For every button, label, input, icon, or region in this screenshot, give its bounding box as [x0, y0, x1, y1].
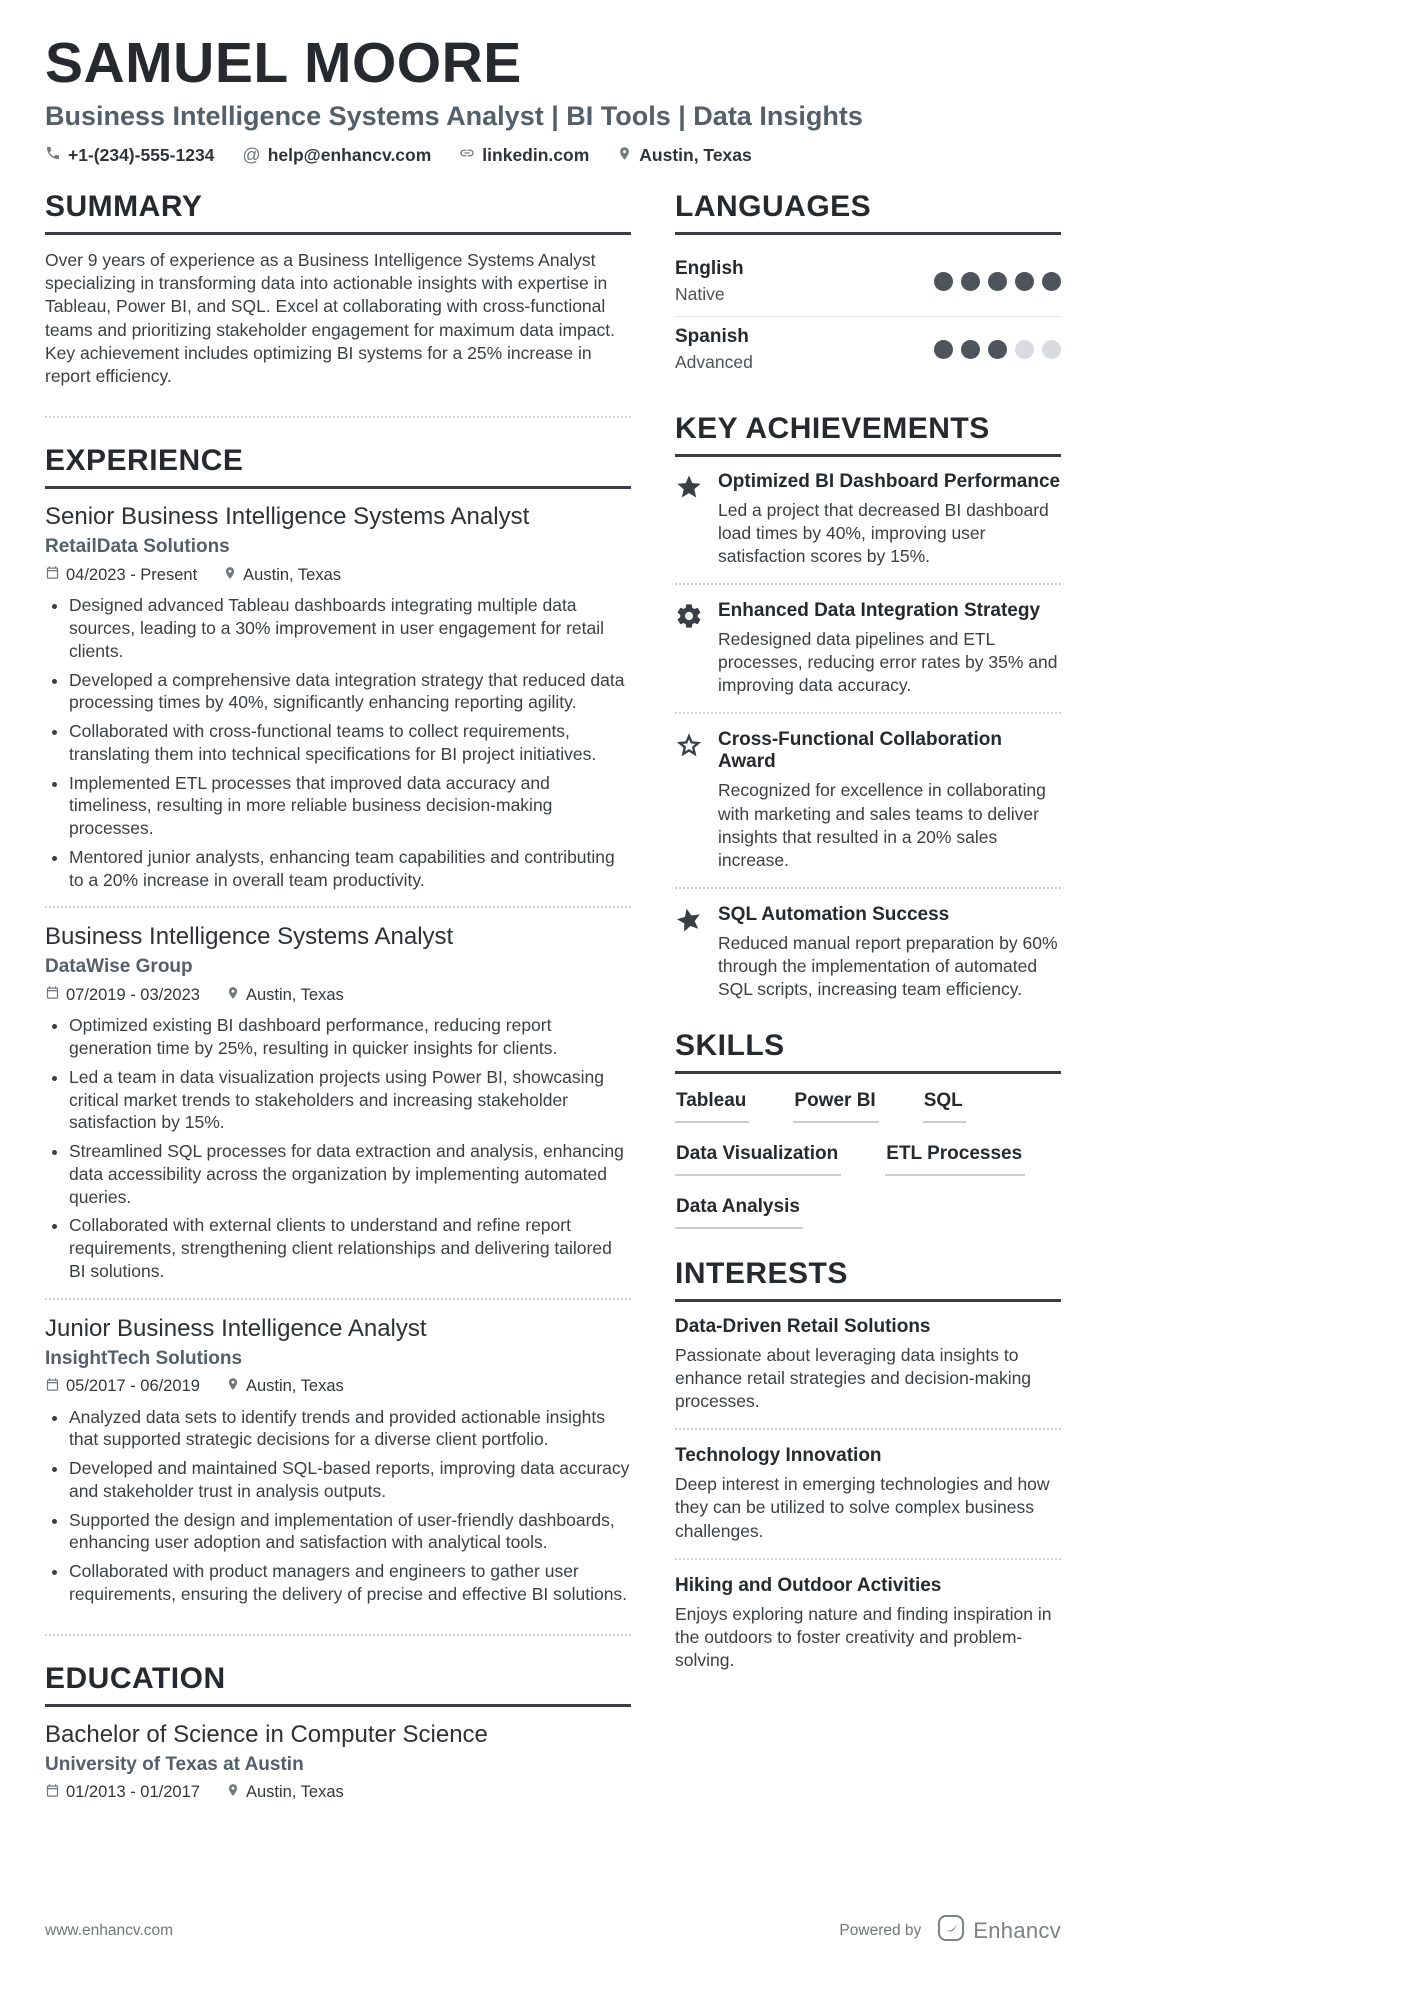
achievement-item — [675, 471, 1061, 568]
calendar-icon — [45, 1783, 60, 1803]
experience-bullet: • Supported the design and implementation of user-friendly dashboards, enhancing user adoption and satisfaction with analytical tools. — [69, 1509, 631, 1555]
language-level: Advanced — [675, 351, 753, 372]
job-dates — [45, 985, 200, 1005]
skill-item: ETL Processes — [885, 1143, 1025, 1176]
experience-bullet: • Developed a comprehensive data integration strategy that reduced data processing times by 40%, significantly enhancing reporting agility. — [69, 669, 631, 715]
experience-entry — [45, 1315, 631, 1606]
phone-number: +1-(234)-555-1234 — [68, 144, 215, 165]
brand-name: Enhancv — [973, 1917, 1061, 1943]
footer-branding — [839, 1914, 1061, 1947]
trending-star-icon — [675, 904, 705, 1001]
level-dot — [1042, 340, 1061, 359]
interests-section — [675, 1257, 1061, 1672]
linkedin-contact[interactable] — [459, 145, 589, 166]
level-dot — [934, 340, 953, 359]
job-bullets — [45, 1014, 631, 1282]
experience-bullet: • Collaborated with cross-functional teams to collect requirements, translating them into technical specifications for BI project initiatives. — [69, 720, 631, 766]
page-footer — [45, 1914, 1061, 1947]
job-location — [226, 1377, 344, 1396]
education-meta — [45, 1783, 631, 1803]
achievement-title: Cross-Functional Collaboration Award — [718, 729, 1002, 773]
achievement-body — [718, 729, 1061, 871]
skills-section — [675, 1029, 1061, 1229]
job-meta — [45, 1377, 631, 1397]
education-dates — [45, 1783, 200, 1803]
achievement-body — [718, 600, 1061, 697]
achievement-body — [718, 904, 1061, 1001]
powered-by-label: Powered by — [839, 1921, 922, 1939]
language-level: Native — [675, 283, 725, 304]
resume-header — [45, 31, 1061, 166]
email-address[interactable]: help@enhancv.com — [267, 144, 432, 165]
achievement-body — [718, 471, 1061, 568]
skill-item: Tableau — [675, 1090, 749, 1123]
job-dates — [45, 565, 197, 585]
experience-bullet: • Mentored junior analysts, enhancing team capabilities and contributing to a 20% increase in overall team productivity. — [69, 846, 631, 892]
job-title: Senior Business Intelligence Systems Analyst — [45, 503, 530, 531]
location-icon — [223, 566, 237, 585]
language-row — [675, 249, 1061, 317]
interest-text: Passionate about leveraging data insights to enhance retail strategies and decision-making processes. — [675, 1345, 1032, 1412]
interest-title: Technology Innovation — [675, 1445, 882, 1467]
phone-contact — [45, 145, 214, 166]
level-dot — [961, 272, 980, 291]
achievement-title: Optimized BI Dashboard Performance — [718, 470, 1061, 492]
link-icon — [459, 145, 475, 166]
summary-text: Over 9 years of experience as a Business Intelligence Systems Analyst specializing in transforming data into actionable insights with expertise in Tableau, Power BI, and SQL. Excel at collaborating with cross-functional teams and prioritizing stakeholder engagement for maximum data impact. Key achievement includes optimizing BI systems for a 25% increase in report efficiency. — [45, 249, 615, 387]
linkedin-url[interactable]: linkedin.com — [482, 144, 590, 165]
level-dot — [988, 340, 1007, 359]
level-dot — [988, 272, 1007, 291]
achievements-section — [675, 412, 1061, 1001]
language-name: English — [675, 257, 744, 279]
job-meta — [45, 565, 631, 585]
person-name: SAMUEL MOORE — [45, 31, 522, 95]
language-info — [675, 326, 753, 373]
experience-bullet: • Implemented ETL processes that improved data accuracy and timeliness, resulting in more reliable business decision-making processes. — [69, 772, 631, 840]
job-meta — [45, 985, 631, 1005]
experience-bullet: • Analyzed data sets to identify trends and provided actionable insights that supported strategic decisions for a diverse client portfolio. — [69, 1406, 631, 1452]
level-dot — [934, 272, 953, 291]
degree-title: Bachelor of Science in Computer Science — [45, 1720, 488, 1748]
interest-item — [675, 1445, 1061, 1542]
email-contact[interactable] — [242, 145, 431, 166]
language-info — [675, 258, 744, 305]
level-dot — [1042, 272, 1061, 291]
level-dot — [1015, 340, 1034, 359]
job-bullets — [45, 1406, 631, 1606]
star-icon — [675, 471, 705, 568]
calendar-icon — [45, 565, 60, 585]
calendar-icon — [45, 1377, 60, 1397]
experience-bullet: • Collaborated with external clients to understand and refine report requirements, strengthening client relationships and delivering tailored BI solutions. — [69, 1214, 631, 1282]
interests-heading: INTERESTS — [675, 1257, 1061, 1302]
skill-item: SQL — [923, 1090, 966, 1123]
entry-divider — [675, 583, 1061, 585]
achievement-text: Led a project that decreased BI dashboard load times by 40%, improving user satisfaction scores by 15%. — [718, 499, 1049, 567]
interest-item — [675, 1575, 1061, 1672]
entry-divider — [675, 712, 1061, 714]
achievement-item — [675, 729, 1061, 871]
location-text: Austin, Texas — [243, 565, 342, 584]
level-dot — [1015, 272, 1034, 291]
experience-entry — [45, 923, 631, 1282]
summary-heading: SUMMARY — [45, 190, 631, 235]
company-name: InsightTech Solutions — [45, 1347, 243, 1369]
email-icon: @ — [242, 145, 261, 166]
star-outline-icon — [675, 729, 705, 871]
dates-text: 05/2017 - 06/2019 — [66, 1377, 200, 1396]
location-text: Austin, Texas — [245, 1377, 344, 1396]
entry-divider — [45, 906, 631, 908]
interest-text: Enjoys exploring nature and finding inspiration in the outdoors to foster creativity and problem-solving. — [675, 1603, 1052, 1670]
achievements-heading: KEY ACHIEVEMENTS — [675, 412, 1061, 457]
skills-heading: SKILLS — [675, 1029, 1061, 1074]
section-divider — [45, 1634, 631, 1636]
experience-section — [45, 444, 631, 1605]
education-entry — [45, 1721, 631, 1803]
company-name: DataWise Group — [45, 956, 193, 978]
experience-bullet: • Streamlined SQL processes for data extraction and analysis, enhancing data accessibility across the organization by implementing automated queries. — [69, 1140, 631, 1208]
language-name: Spanish — [675, 325, 749, 347]
education-section — [45, 1662, 631, 1803]
dates-text: 04/2023 - Present — [66, 565, 198, 584]
interest-title: Hiking and Outdoor Activities — [675, 1574, 942, 1596]
job-dates — [45, 1377, 200, 1397]
job-title: Business Intelligence Systems Analyst — [45, 923, 454, 951]
experience-entry — [45, 503, 631, 891]
school-name: University of Texas at Austin — [45, 1753, 304, 1775]
company-name: RetailData Solutions — [45, 536, 230, 558]
location-text: Austin, Texas — [245, 985, 344, 1004]
language-row — [675, 317, 1061, 384]
language-level-dots — [934, 340, 1061, 359]
entry-divider — [675, 887, 1061, 889]
phone-icon — [45, 145, 61, 166]
achievement-item — [675, 600, 1061, 697]
education-heading: EDUCATION — [45, 1662, 631, 1707]
experience-bullet: • Optimized existing BI dashboard performance, reducing report generation time by 25%, resulting in quicker insights for clients. — [69, 1014, 631, 1060]
summary-section — [45, 190, 631, 389]
experience-heading: EXPERIENCE — [45, 444, 631, 489]
job-title: Junior Business Intelligence Analyst — [45, 1314, 427, 1342]
location-contact — [617, 145, 752, 166]
section-divider — [45, 416, 631, 418]
skills-list — [675, 1088, 1061, 1229]
dates-text: 07/2019 - 03/2023 — [66, 985, 200, 1004]
location-icon — [226, 986, 240, 1005]
location-icon — [226, 1783, 240, 1802]
location-icon — [617, 145, 632, 166]
level-dot — [961, 340, 980, 359]
achievement-title: SQL Automation Success — [718, 903, 950, 925]
job-location — [223, 566, 341, 585]
experience-bullet: • Developed and maintained SQL-based reports, improving data accuracy and stakeholder trust in analysis outputs. — [69, 1457, 631, 1503]
interest-item — [675, 1316, 1061, 1413]
contact-row — [45, 145, 1061, 166]
footer-site-link[interactable]: www.enhancv.com — [45, 1921, 174, 1939]
education-location — [226, 1783, 344, 1802]
location-text: Austin, Texas — [245, 1783, 344, 1802]
skill-item: Data Analysis — [675, 1196, 803, 1229]
location-icon — [226, 1377, 240, 1396]
achievement-text: Recognized for excellence in collaborating with marketing and sales teams to deliver insights that resulted in a 20% sales increase. — [718, 780, 1046, 870]
entry-divider — [675, 1558, 1061, 1560]
interest-text: Deep interest in emerging technologies and how they can be utilized to solve complex business challenges. — [675, 1474, 1050, 1541]
achievement-text: Reduced manual report preparation by 60% through the implementation of automated SQL scripts, increasing team efficiency. — [718, 932, 1058, 999]
entry-divider — [675, 1428, 1061, 1430]
language-level-dots — [934, 272, 1061, 291]
interest-title: Data-Driven Retail Solutions — [675, 1316, 931, 1338]
enhancv-brand — [937, 1914, 1061, 1947]
achievement-item — [675, 904, 1061, 1001]
skill-item: Data Visualization — [675, 1143, 841, 1176]
languages-heading: LANGUAGES — [675, 190, 1061, 235]
languages-section — [675, 190, 1061, 384]
location-text: Austin, Texas — [639, 144, 752, 165]
job-bullets — [45, 594, 631, 891]
enhancv-logo-icon — [937, 1914, 965, 1947]
achievement-title: Enhanced Data Integration Strategy — [718, 600, 1041, 622]
achievement-text: Redesigned data pipelines and ETL processes, reducing error rates by 35% and improving data accuracy. — [718, 629, 1058, 696]
job-location — [226, 986, 344, 1005]
experience-bullet: • Collaborated with product managers and engineers to gather user requirements, ensuring the delivery of precise and effective BI solutions. — [69, 1560, 631, 1606]
skill-item: Power BI — [793, 1090, 878, 1123]
calendar-icon — [45, 985, 60, 1005]
headline: Business Intelligence Systems Analyst | BI Tools | Data Insights — [45, 100, 863, 131]
gear-icon — [675, 600, 705, 697]
entry-divider — [45, 1298, 631, 1300]
dates-text: 01/2013 - 01/2017 — [66, 1783, 200, 1802]
experience-bullet: • Led a team in data visualization projects using Power BI, showcasing critical market trends to stakeholders and increasing stakeholder satisfaction by 15%. — [69, 1066, 631, 1134]
experience-bullet: • Designed advanced Tableau dashboards integrating multiple data sources, leading to a 30% improvement in user engagement for retail clients. — [69, 594, 631, 662]
